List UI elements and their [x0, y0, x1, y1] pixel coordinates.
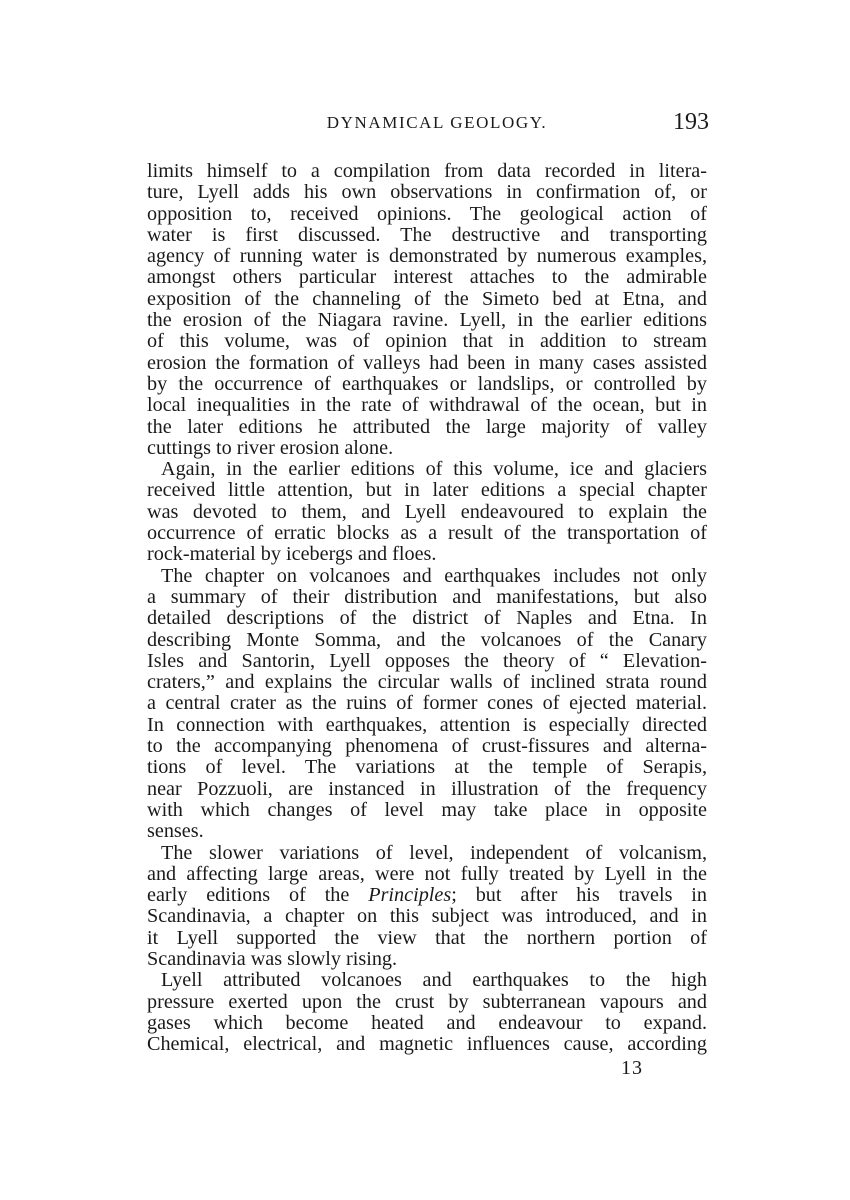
running-title: DYNAMICAL GEOLOGY. — [326, 113, 548, 132]
paragraph-4 — [147, 843, 707, 971]
text-line: it Lyell supported the view that the northern portion of — [147, 926, 707, 949]
text-line: a central crater as the ruins of former cones of ejected material. — [147, 692, 707, 715]
text-line: with which changes of level may take place in opposite — [147, 798, 707, 821]
text-line: Lyell attributed volcanoes and earthquakes to the high — [161, 969, 707, 992]
text-line: detailed descriptions of the district of Naples and Etna. In — [147, 607, 707, 630]
text-line: Isles and Santorin, Lyell opposes the theory of “ Elevation- — [147, 649, 707, 672]
page-number: 193 — [673, 109, 709, 135]
text-line: Scandinavia, a chapter on this subject was introduced, and in — [147, 905, 707, 928]
text-line: Again, in the earlier editions of this volume, ice and glaciers — [161, 458, 707, 481]
text-segment: ; but after his travels in — [451, 884, 708, 907]
text-line: limits himself to a compilation from data recorded in litera- — [147, 160, 707, 182]
text-line: Chemical, electrical, and magnetic influences cause, according — [147, 1033, 707, 1056]
text-segment: early editions of the — [147, 884, 369, 907]
text-line: a summary of their distribution and manifestations, but also — [147, 585, 707, 608]
book-page — [147, 105, 707, 1055]
text-line: rock-material by icebergs and floes. — [147, 543, 437, 566]
text-line: The chapter on volcanoes and earthquakes includes not only — [161, 564, 707, 587]
paragraph-2 — [147, 459, 707, 565]
text-line-with-italic — [147, 885, 707, 906]
text-line: exposition of the channeling of the Simeto bed at Etna, and — [147, 287, 707, 310]
text-line: the later editions he attributed the large majority of valley — [147, 415, 707, 438]
text-line: opposition to, received opinions. The geological action of — [147, 202, 707, 225]
text-line: tions of level. The variations at the temple of Serapis, — [147, 756, 707, 779]
paragraph-5 — [147, 970, 707, 1055]
book-title-principles: Principles — [368, 884, 452, 907]
text-line: of this volume, was of opinion that in addition to stream — [147, 330, 707, 353]
text-line: occurrence of erratic blocks as a result of the transportation of — [147, 522, 707, 545]
paragraph-1 — [147, 161, 707, 459]
text-line: describing Monte Somma, and the volcanoes of the Canary — [147, 628, 707, 651]
text-line: In connection with earthquakes, attention is especially directed — [147, 713, 707, 736]
text-line: near Pozzuoli, are instanced in illustration of the frequency — [147, 777, 707, 800]
text-line: pressure exerted upon the crust by subterranean vapours and — [147, 990, 707, 1013]
text-line: to the accompanying phenomena of crust-fissures and alterna- — [147, 735, 707, 758]
paragraph-3 — [147, 566, 707, 843]
text-line: by the occurrence of earthquakes or landslips, or controlled by — [147, 372, 707, 395]
text-line: and affecting large areas, were not fully treated by Lyell in the — [147, 862, 707, 885]
text-line: local inequalities in the rate of withdrawal of the ocean, but in — [147, 394, 707, 417]
running-head — [147, 105, 707, 145]
signature-mark: 13 — [621, 1057, 643, 1079]
text-line: The slower variations of level, independent of volcanism, — [161, 841, 707, 864]
body-text — [147, 161, 707, 1055]
text-line: water is first discussed. The destructive and transporting — [147, 223, 707, 246]
text-line: senses. — [147, 820, 204, 843]
text-line: cuttings to river erosion alone. — [147, 436, 394, 459]
text-line: gases which become heated and endeavour to expand. — [147, 1011, 707, 1034]
text-line: was devoted to them, and Lyell endeavoured to explain the — [147, 500, 707, 523]
text-line: the erosion of the Niagara ravine. Lyell, in the earlier editions — [147, 309, 707, 332]
text-line: agency of running water is demonstrated by numerous examples, — [147, 245, 707, 268]
text-line: ture, Lyell adds his own observations in confirmation of, or — [147, 181, 707, 204]
text-line: craters,” and explains the circular walls of inclined strata round — [147, 671, 707, 694]
text-line: amongst others particular interest attaches to the admirable — [147, 266, 707, 289]
text-line: Scandinavia was slowly rising. — [147, 947, 398, 970]
text-line: received little attention, but in later editions a special chapter — [147, 479, 707, 502]
text-line: erosion the formation of valleys had been in many cases assisted — [147, 351, 707, 374]
